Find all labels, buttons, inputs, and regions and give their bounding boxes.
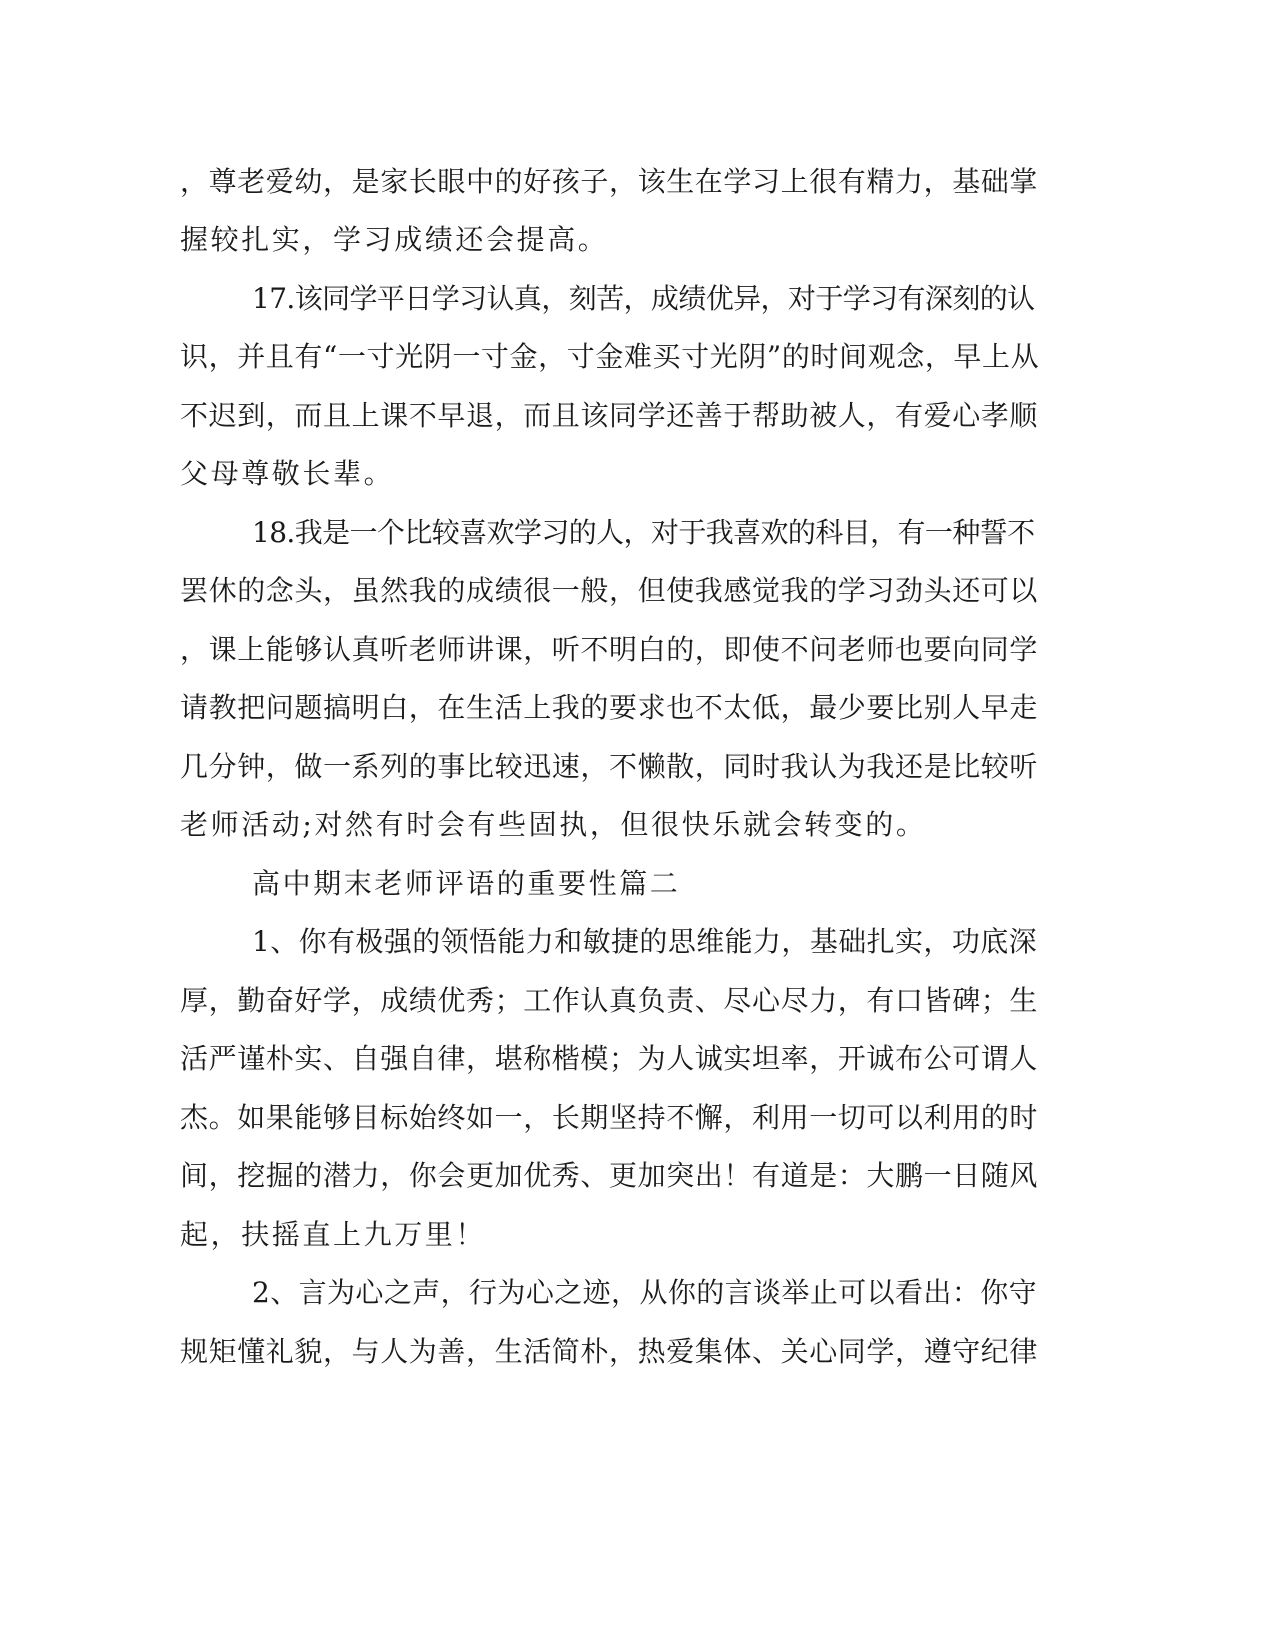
text-line-8: 罢休的念头，虽然我的成绩很一般，但使我感觉我的学习劲头还可以 <box>180 574 1039 607</box>
text-line-2: 握较扎实，学习成绩还会提高。 <box>180 223 609 256</box>
section-heading: 高中期末老师评语的重要性篇二 <box>252 867 681 900</box>
item-1-start: 1、你有极强的领悟能力和敏捷的思维能力，基础扎实，功底深 <box>252 925 1038 958</box>
text-line-15: 厚，勤奋好学，成绩优秀；工作认真负责、尽心尽力，有口皆碑；生 <box>180 984 1039 1017</box>
text-line-16: 活严谨朴实、自强自律，堪称楷模；为人诚实坦率，开诚布公可谓人 <box>180 1042 1039 1075</box>
text-line-11: 几分钟，做一系列的事比较迅速，不懒散，同时我认为我还是比较听 <box>180 750 1039 783</box>
text-line-12: 老师活动;对然有时会有些固执，但很快乐就会转变的。 <box>180 808 927 841</box>
text-line-17: 杰。如果能够目标始终如一，长期坚持不懈，利用一切可以利用的时 <box>180 1101 1039 1134</box>
text-line-19: 起，扶摇直上九万里！ <box>180 1218 487 1251</box>
text-line-18: 间，挖掘的潜力，你会更加优秀、更加突出！有道是：大鹏一日随风 <box>180 1159 1039 1192</box>
text-line-1: ，尊老爱幼，是家长眼中的好孩子，该生在学习上很有精力，基础掌 <box>180 165 1039 198</box>
text-line-21: 规矩懂礼貌，与人为善，生活简朴，热爱集体、关心同学，遵守纪律 <box>180 1335 1039 1368</box>
text-line-5: 不迟到，而且上课不早退，而且该同学还善于帮助被人，有爱心孝顺 <box>180 399 1039 432</box>
paragraph-18-start: 18.我是一个比较喜欢学习的人，对于我喜欢的科目，有一种誓不 <box>252 516 1035 549</box>
item-2-start: 2、言为心之声，行为心之迹，从你的言谈举止可以看出：你守 <box>252 1276 1038 1309</box>
paragraph-17-start: 17.该同学平日学习认真，刻苦，成绩优异，对于学习有深刻的认 <box>252 282 1035 315</box>
text-line-9: ，课上能够认真听老师讲课，听不明白的，即使不问老师也要向同学 <box>180 633 1039 666</box>
text-line-6: 父母尊敬长辈。 <box>180 457 395 490</box>
text-line-4: 识，并且有“一寸光阴一寸金，寸金难买寸光阴”的时间观念，早上从 <box>180 340 1040 373</box>
text-line-10: 请教把问题搞明白，在生活上我的要求也不太低，最少要比别人早走 <box>180 691 1039 724</box>
